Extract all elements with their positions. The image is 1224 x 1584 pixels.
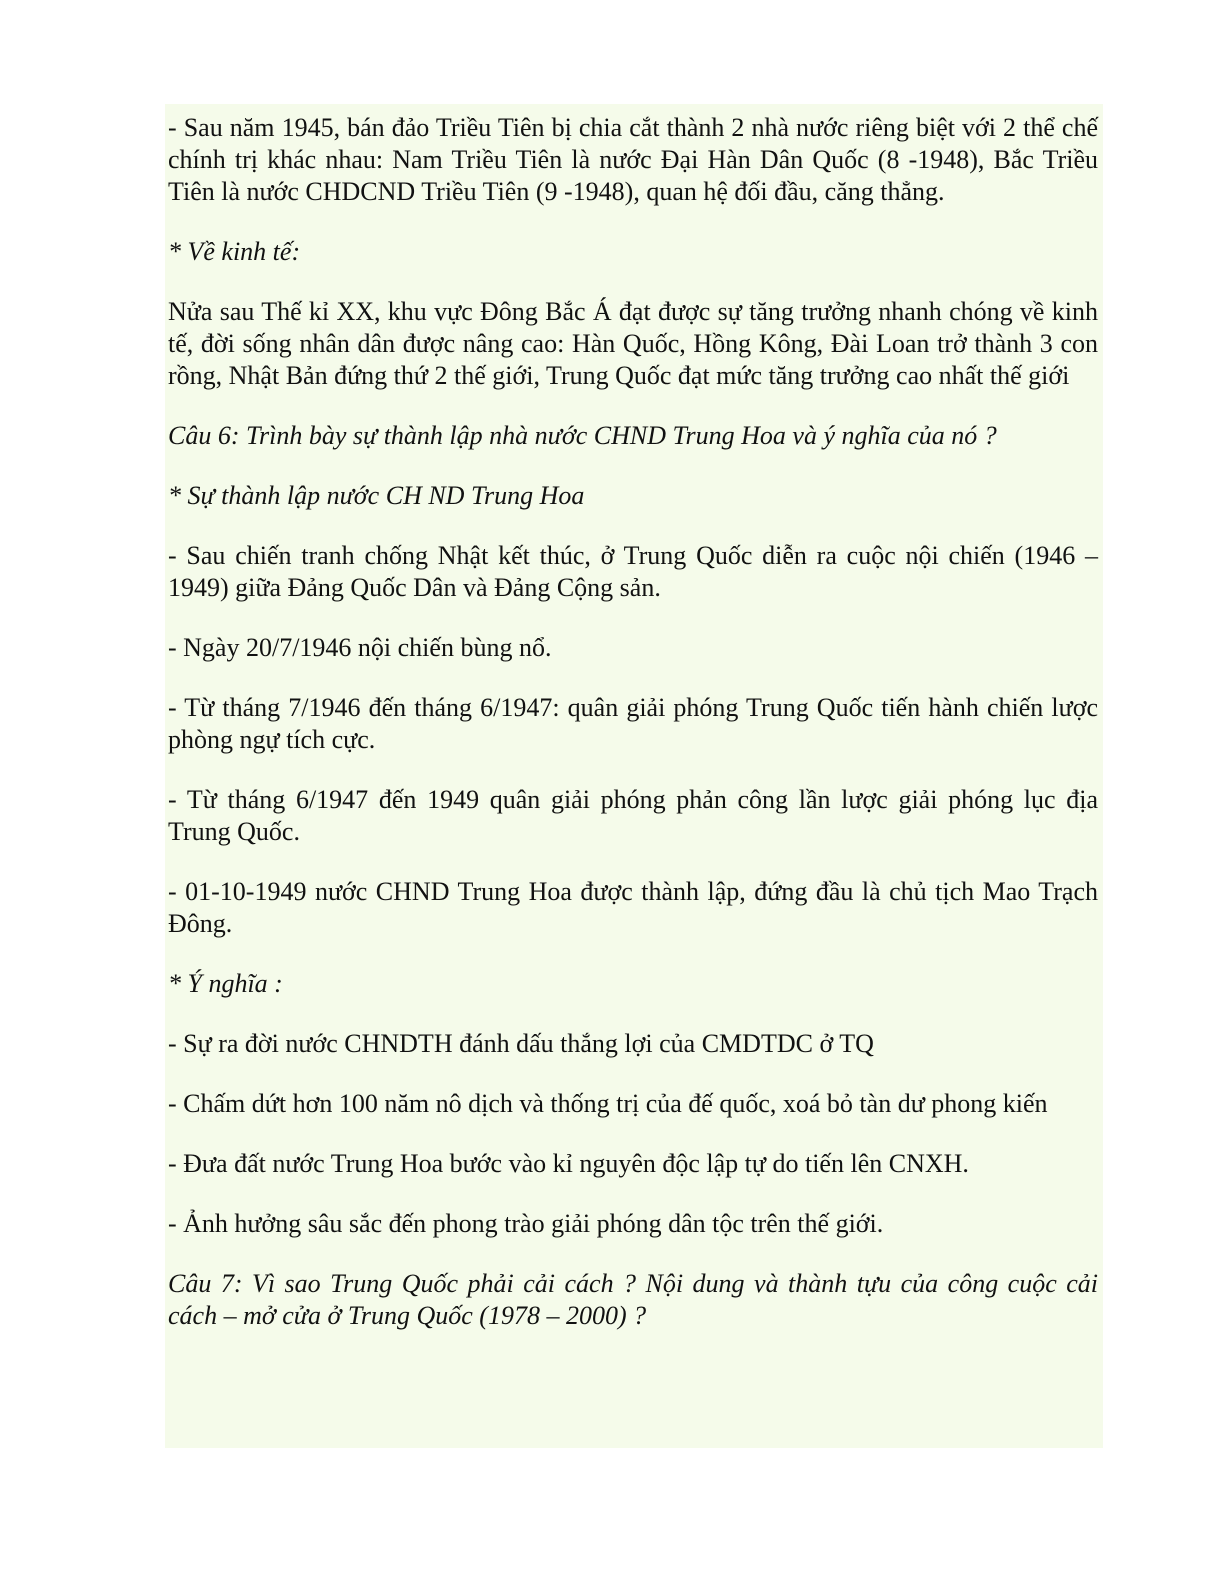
question-6: Câu 6: Trình bày sự thành lập nhà nước CHND Trung Hoa và ý nghĩa của nó ? <box>168 421 997 450</box>
paragraph-founded: - 01-10-1949 nước CHND Trung Hoa được thành lập, đứng đầu là chủ tịch Mao Trạch Đông. <box>168 877 1098 938</box>
document-body <box>168 112 1098 1360</box>
heading-significance: * Ý nghĩa : <box>168 969 283 998</box>
paragraph-significance-3: - Đưa đất nước Trung Hoa bước vào kỉ nguyên độc lập tự do tiến lên CNXH. <box>168 1149 969 1178</box>
heading-economy: * Về kinh tế: <box>168 237 301 266</box>
paragraph-korea-division: - Sau năm 1945, bán đảo Triều Tiên bị chia cắt thành 2 nhà nước riêng biệt với 2 thể chế chính trị khác nhau: Nam Triều Tiên là nước Đại Hàn Dân Quốc (8 -1948), Bắc Triều Tiên là nước CHDCND Triều Tiên (9 -1948), quan hệ đối đầu, căng thẳng. <box>168 113 1098 206</box>
paragraph-defense: - Từ tháng 7/1946 đến tháng 6/1947: quân giải phóng Trung Quốc tiến hành chiến lược phòng ngự tích cực. <box>168 693 1098 754</box>
paragraph-civil-war: - Sau chiến tranh chống Nhật kết thúc, ở Trung Quốc diễn ra cuộc nội chiến (1946 – 1949) giữa Đảng Quốc Dân và Đảng Cộng sản. <box>168 541 1098 602</box>
paragraph-war-start: - Ngày 20/7/1946 nội chiến bùng nổ. <box>168 633 552 662</box>
paragraph-economy: Nửa sau Thế kỉ XX, khu vực Đông Bắc Á đạt được sự tăng trưởng nhanh chóng về kinh tế, đời sống nhân dân được nâng cao: Hàn Quốc, Hồng Kông, Đài Loan trở thành 3 con rồng, Nhật Bản đứng thứ 2 thế giới, Trung Quốc đạt mức tăng trưởng cao nhất thế giới <box>168 297 1098 390</box>
paragraph-significance-2: - Chấm dứt hơn 100 năm nô dịch và thống trị của đế quốc, xoá bỏ tàn dư phong kiến <box>168 1089 1048 1118</box>
paragraph-significance-1: - Sự ra đời nước CHNDTH đánh dấu thắng lợi của CMDTDC ở TQ <box>168 1029 874 1058</box>
heading-founding: * Sự thành lập nước CH ND Trung Hoa <box>168 481 585 510</box>
question-7: Câu 7: Vì sao Trung Quốc phải cải cách ? Nội dung và thành tựu của công cuộc cải cách – mở cửa ở Trung Quốc (1978 – 2000) ? <box>168 1269 1098 1330</box>
paragraph-significance-4: - Ảnh hưởng sâu sắc đến phong trào giải phóng dân tộc trên thế giới. <box>168 1209 884 1238</box>
paragraph-counterattack: - Từ tháng 6/1947 đến 1949 quân giải phóng phản công lần lược giải phóng lục địa Trung Quốc. <box>168 785 1098 846</box>
